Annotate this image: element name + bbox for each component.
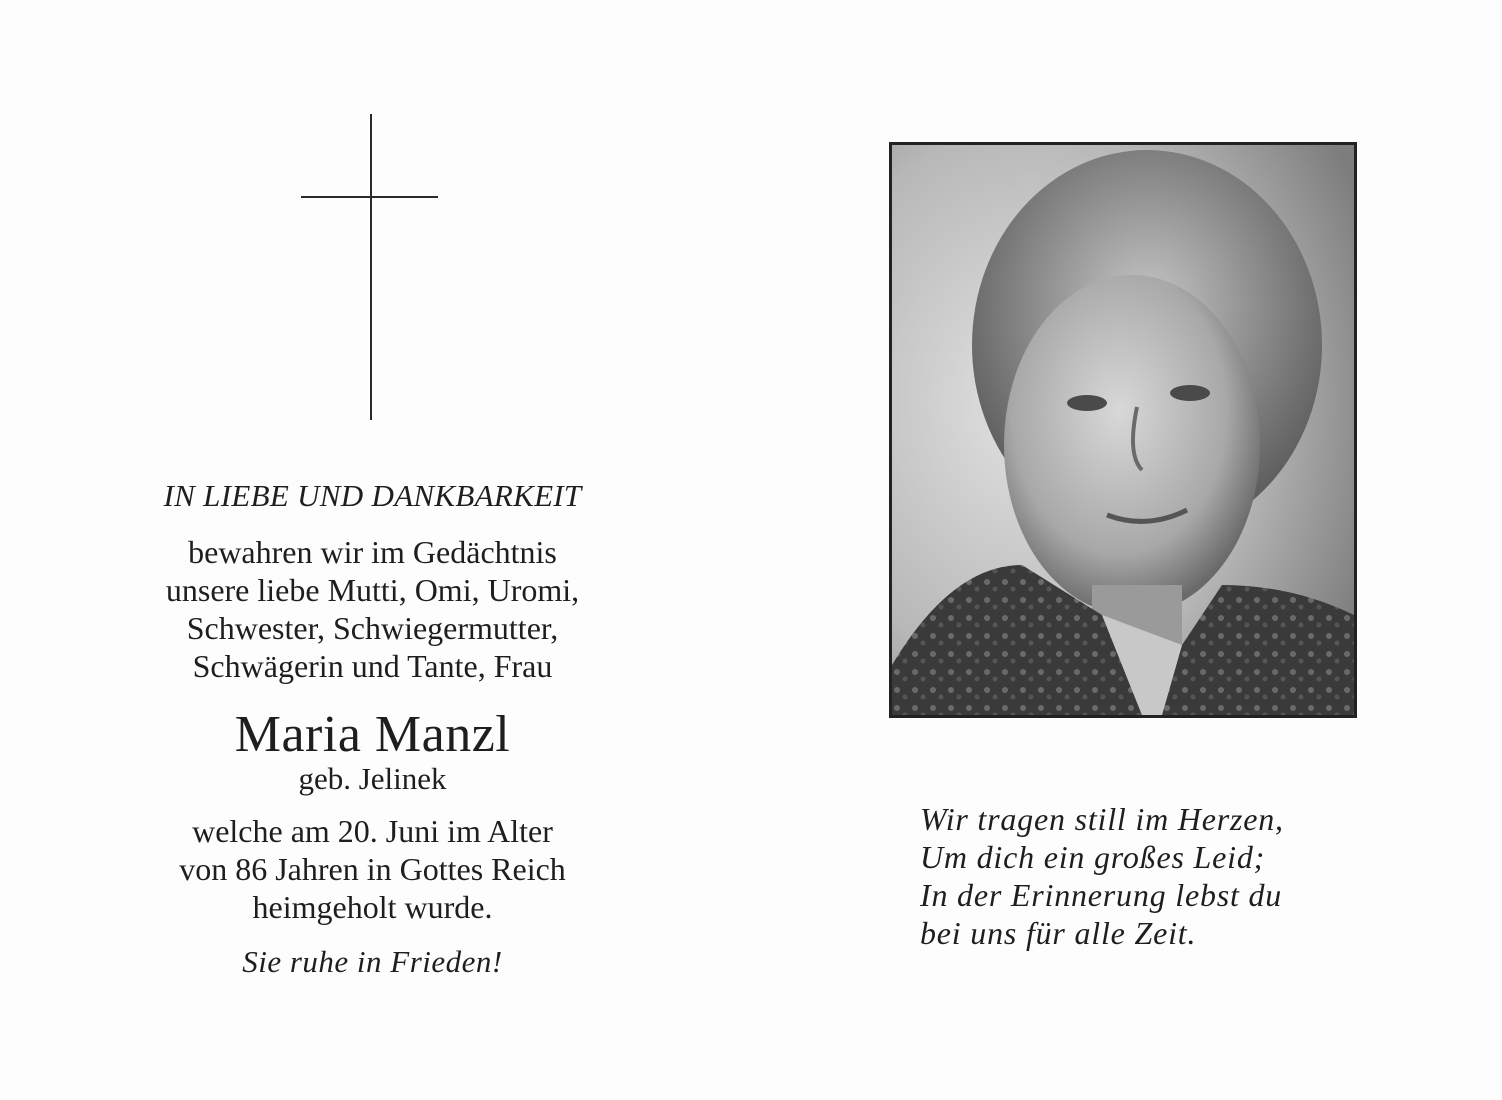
poem-line: In der Erinnerung lebst du [920, 877, 1283, 913]
poem-line: Um dich ein großes Leid; [920, 839, 1266, 875]
intro-text [100, 533, 645, 685]
intro-line: unsere liebe Mutti, Omi, Uromi, [165, 572, 580, 608]
intro-line: Schwester, Schwiegermutter, [186, 610, 559, 646]
poem-line: bei uns für alle Zeit. [920, 915, 1197, 951]
cross-vertical-beam [370, 114, 372, 420]
memorial-poem [920, 800, 1380, 952]
detail-line: welche am 20. Juni im Alter [192, 813, 553, 849]
deceased-name: Maria Manzl [234, 706, 511, 763]
death-details [100, 812, 645, 926]
heading: IN LIEBE UND DANKBARKEIT [163, 478, 582, 513]
birth-name: geb. Jelinek [298, 761, 447, 796]
detail-line: von 86 Jahren in Gottes Reich [179, 851, 566, 887]
portrait-photo [889, 142, 1357, 718]
farewell-line: Sie ruhe in Frieden! [242, 944, 503, 979]
intro-line: Schwägerin und Tante, Frau [192, 648, 553, 684]
poem-line: Wir tragen still im Herzen, [920, 801, 1284, 837]
detail-line: heimgeholt wurde. [252, 889, 493, 925]
cross-horizontal-beam [301, 196, 438, 198]
intro-line: bewahren wir im Gedächtnis [188, 534, 557, 570]
